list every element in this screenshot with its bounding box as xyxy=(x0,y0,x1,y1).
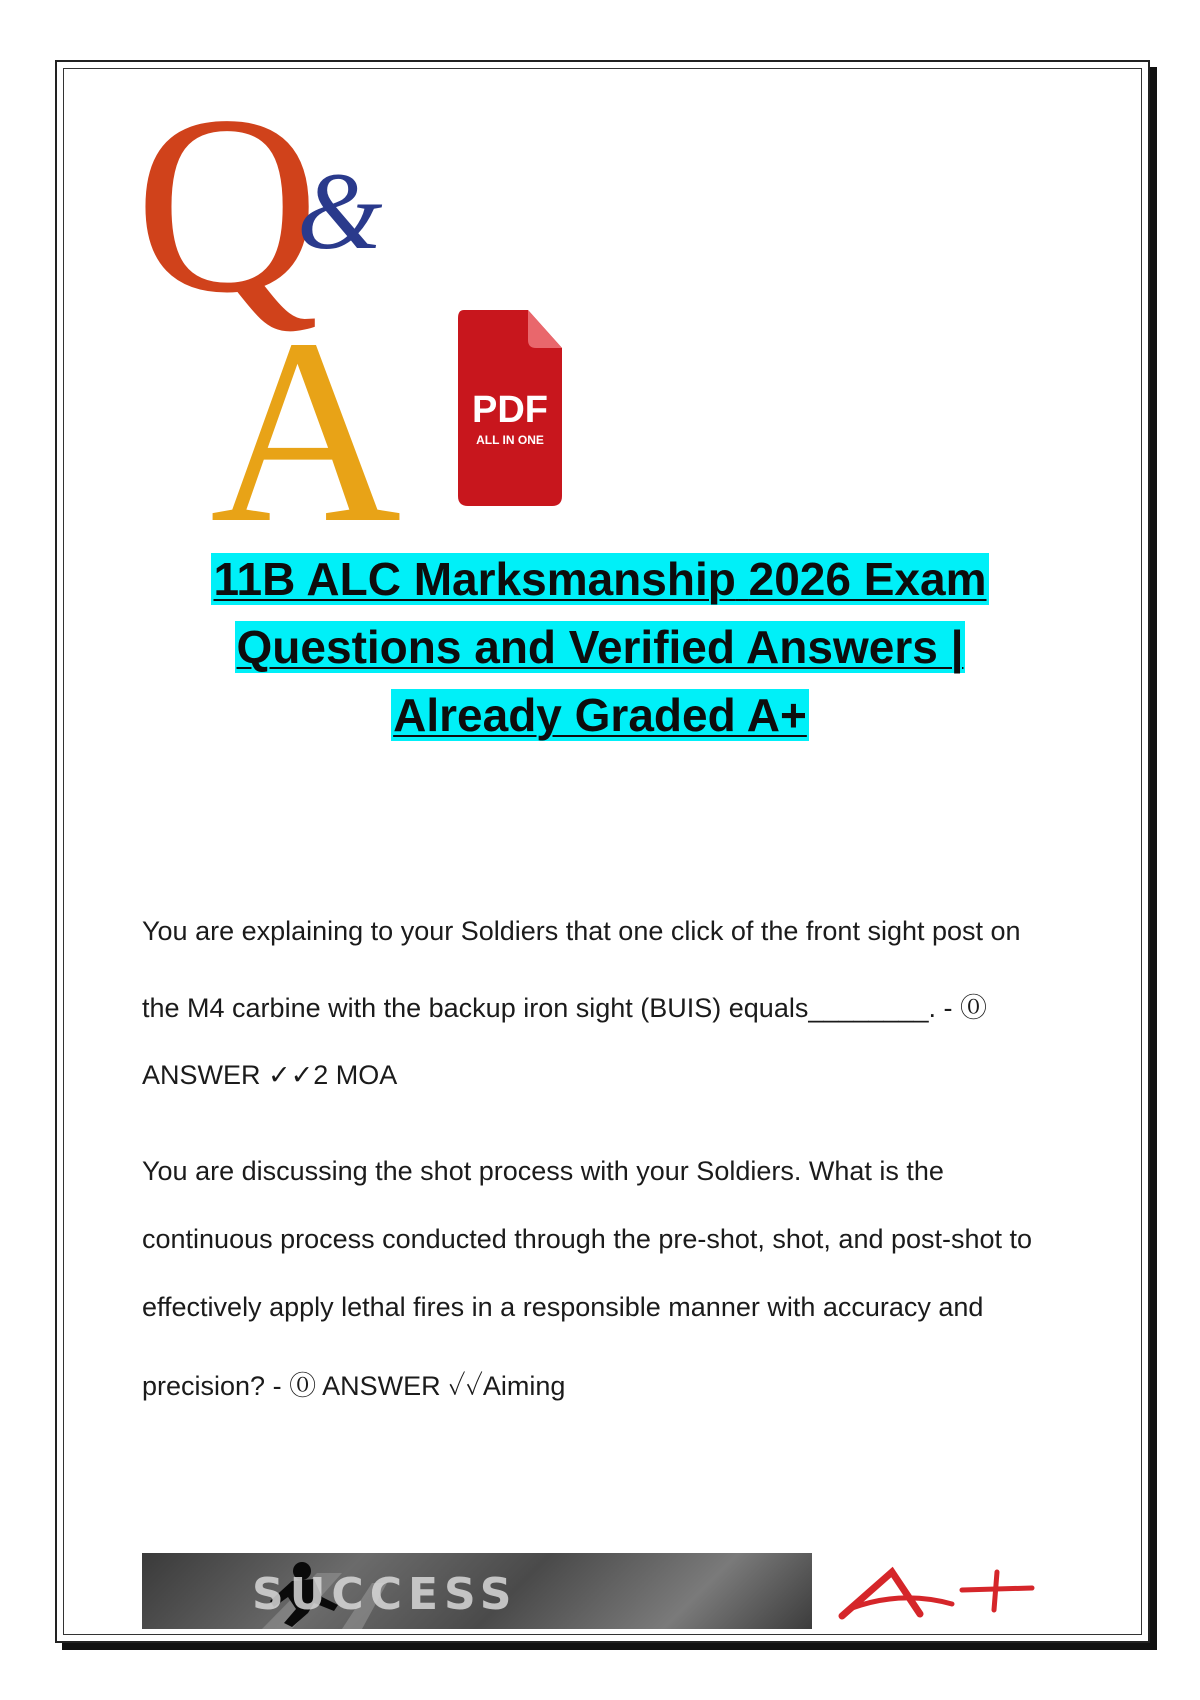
qa-1-line-1: You are explaining to your Soldiers that one click of the front sight post on xyxy=(142,916,1021,946)
title-line2: Questions and Verified Answers | xyxy=(236,621,964,673)
qa-1-line-2: the M4 carbine with the backup iron sight (BUIS) equals________. - ⓪ xyxy=(142,993,987,1023)
pdf-icon xyxy=(458,310,562,506)
qa-2-line-3: effectively apply lethal fires in a responsible manner with accuracy and xyxy=(142,1292,984,1322)
qa-logo xyxy=(135,80,435,530)
title-line3: Already Graded A+ xyxy=(393,689,807,741)
grade-mark-text: A+ xyxy=(832,1560,834,1561)
title-line1-part2: 2026 Exam xyxy=(748,553,987,605)
qa-2-answer: precision? - ⓪ ANSWER ✓✓Aiming xyxy=(142,1371,566,1401)
success-word: SUCCESS xyxy=(252,1569,518,1620)
qa-2-line-2: continuous process conducted through the pre-shot, shot, and post-shot to xyxy=(142,1224,1033,1254)
qa-1-answer: ANSWER ✓✓2 MOA xyxy=(142,1060,398,1090)
document-title xyxy=(150,545,1050,749)
pdf-sublabel: ALL IN ONE xyxy=(476,433,544,447)
title-line1 xyxy=(211,553,988,605)
pdf-label: PDF xyxy=(472,389,548,431)
success-banner xyxy=(142,1553,812,1629)
logo-q: Q xyxy=(135,80,320,346)
qa-2-line-1: You are discussing the shot process with your Soldiers. What is the xyxy=(142,1156,944,1186)
logo-a: A xyxy=(210,285,402,530)
grade-mark xyxy=(832,1560,1042,1630)
logo-ampersand: & xyxy=(297,150,383,272)
title-line1-part1: 11B ALC Marksmanship xyxy=(213,553,736,605)
